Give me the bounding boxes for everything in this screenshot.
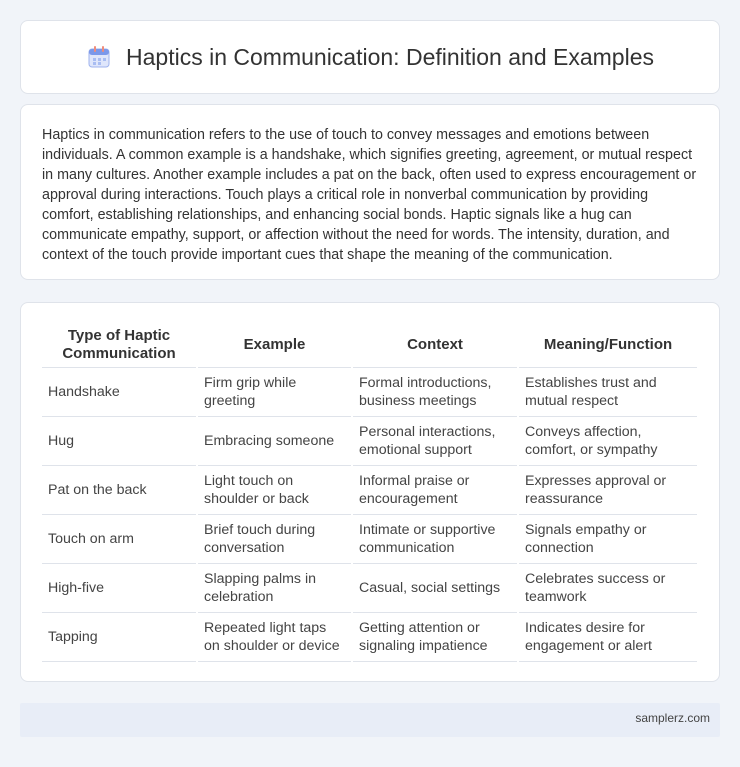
cell-type: Tapping [42,612,197,661]
table-row [42,367,697,416]
cell-meaning: Celebrates success or teamwork [518,563,697,612]
cell-context: Intimate or supportive communication [352,514,518,563]
table-row [42,514,697,563]
cell-example: Firm grip while greeting [197,367,352,416]
cell-type: Touch on arm [42,514,197,563]
table-row [42,465,697,514]
cell-type: Pat on the back [42,465,197,514]
cell-type: Handshake [42,367,197,416]
cell-type: Hug [42,416,197,465]
table-row [42,416,697,465]
header-type: Type of Haptic Communication [42,323,197,367]
cell-type: High-five [42,563,197,612]
table-header-row [42,323,697,367]
cell-context: Personal interactions, emotional support [352,416,518,465]
table-row [42,612,697,661]
page-title: Haptics in Communication: Definition and Examples [126,43,654,70]
cell-meaning: Establishes trust and mutual respect [518,367,697,416]
header-example: Example [197,323,352,367]
intro-paragraph: Haptics in communication refers to the use of touch to convey messages and emotions between individuals. A common example is a handshake, which signifies greeting, agreement, or mutual respect in many cultures. Another example includes a pat on the back, often used to express encouragement or approval during interactions. Touch plays a critical role in nonverbal communication by providing comfort, establishing relationships, and enhancing social bonds. Haptic signals like a hug can communicate empathy, support, or affection without the need for words. The intensity, duration, and context of the touch provide important cues that shape the meaning of the communication. [42,127,697,263]
cell-meaning: Signals empathy or connection [518,514,697,563]
cell-context: Casual, social settings [352,563,518,612]
cell-example: Light touch on shoulder or back [197,465,352,514]
haptics-table [42,323,697,662]
table-card [20,302,720,682]
title-card [20,20,720,94]
calendar-icon [86,44,112,70]
cell-context: Getting attention or signaling impatience [352,612,518,661]
intro-card [20,104,720,280]
footer [20,703,720,737]
footer-site-link[interactable]: samplerz.com [635,711,710,725]
header-meaning: Meaning/Function [518,323,697,367]
cell-meaning: Conveys affection, comfort, or sympathy [518,416,697,465]
cell-meaning: Expresses approval or reassurance [518,465,697,514]
cell-context: Formal introductions, business meetings [352,367,518,416]
cell-example: Slapping palms in celebration [197,563,352,612]
cell-context: Informal praise or encouragement [352,465,518,514]
cell-example: Embracing someone [197,416,352,465]
cell-example: Repeated light taps on shoulder or device [197,612,352,661]
cell-meaning: Indicates desire for engagement or alert [518,612,697,661]
header-context: Context [352,323,518,367]
table-row [42,563,697,612]
cell-example: Brief touch during conversation [197,514,352,563]
